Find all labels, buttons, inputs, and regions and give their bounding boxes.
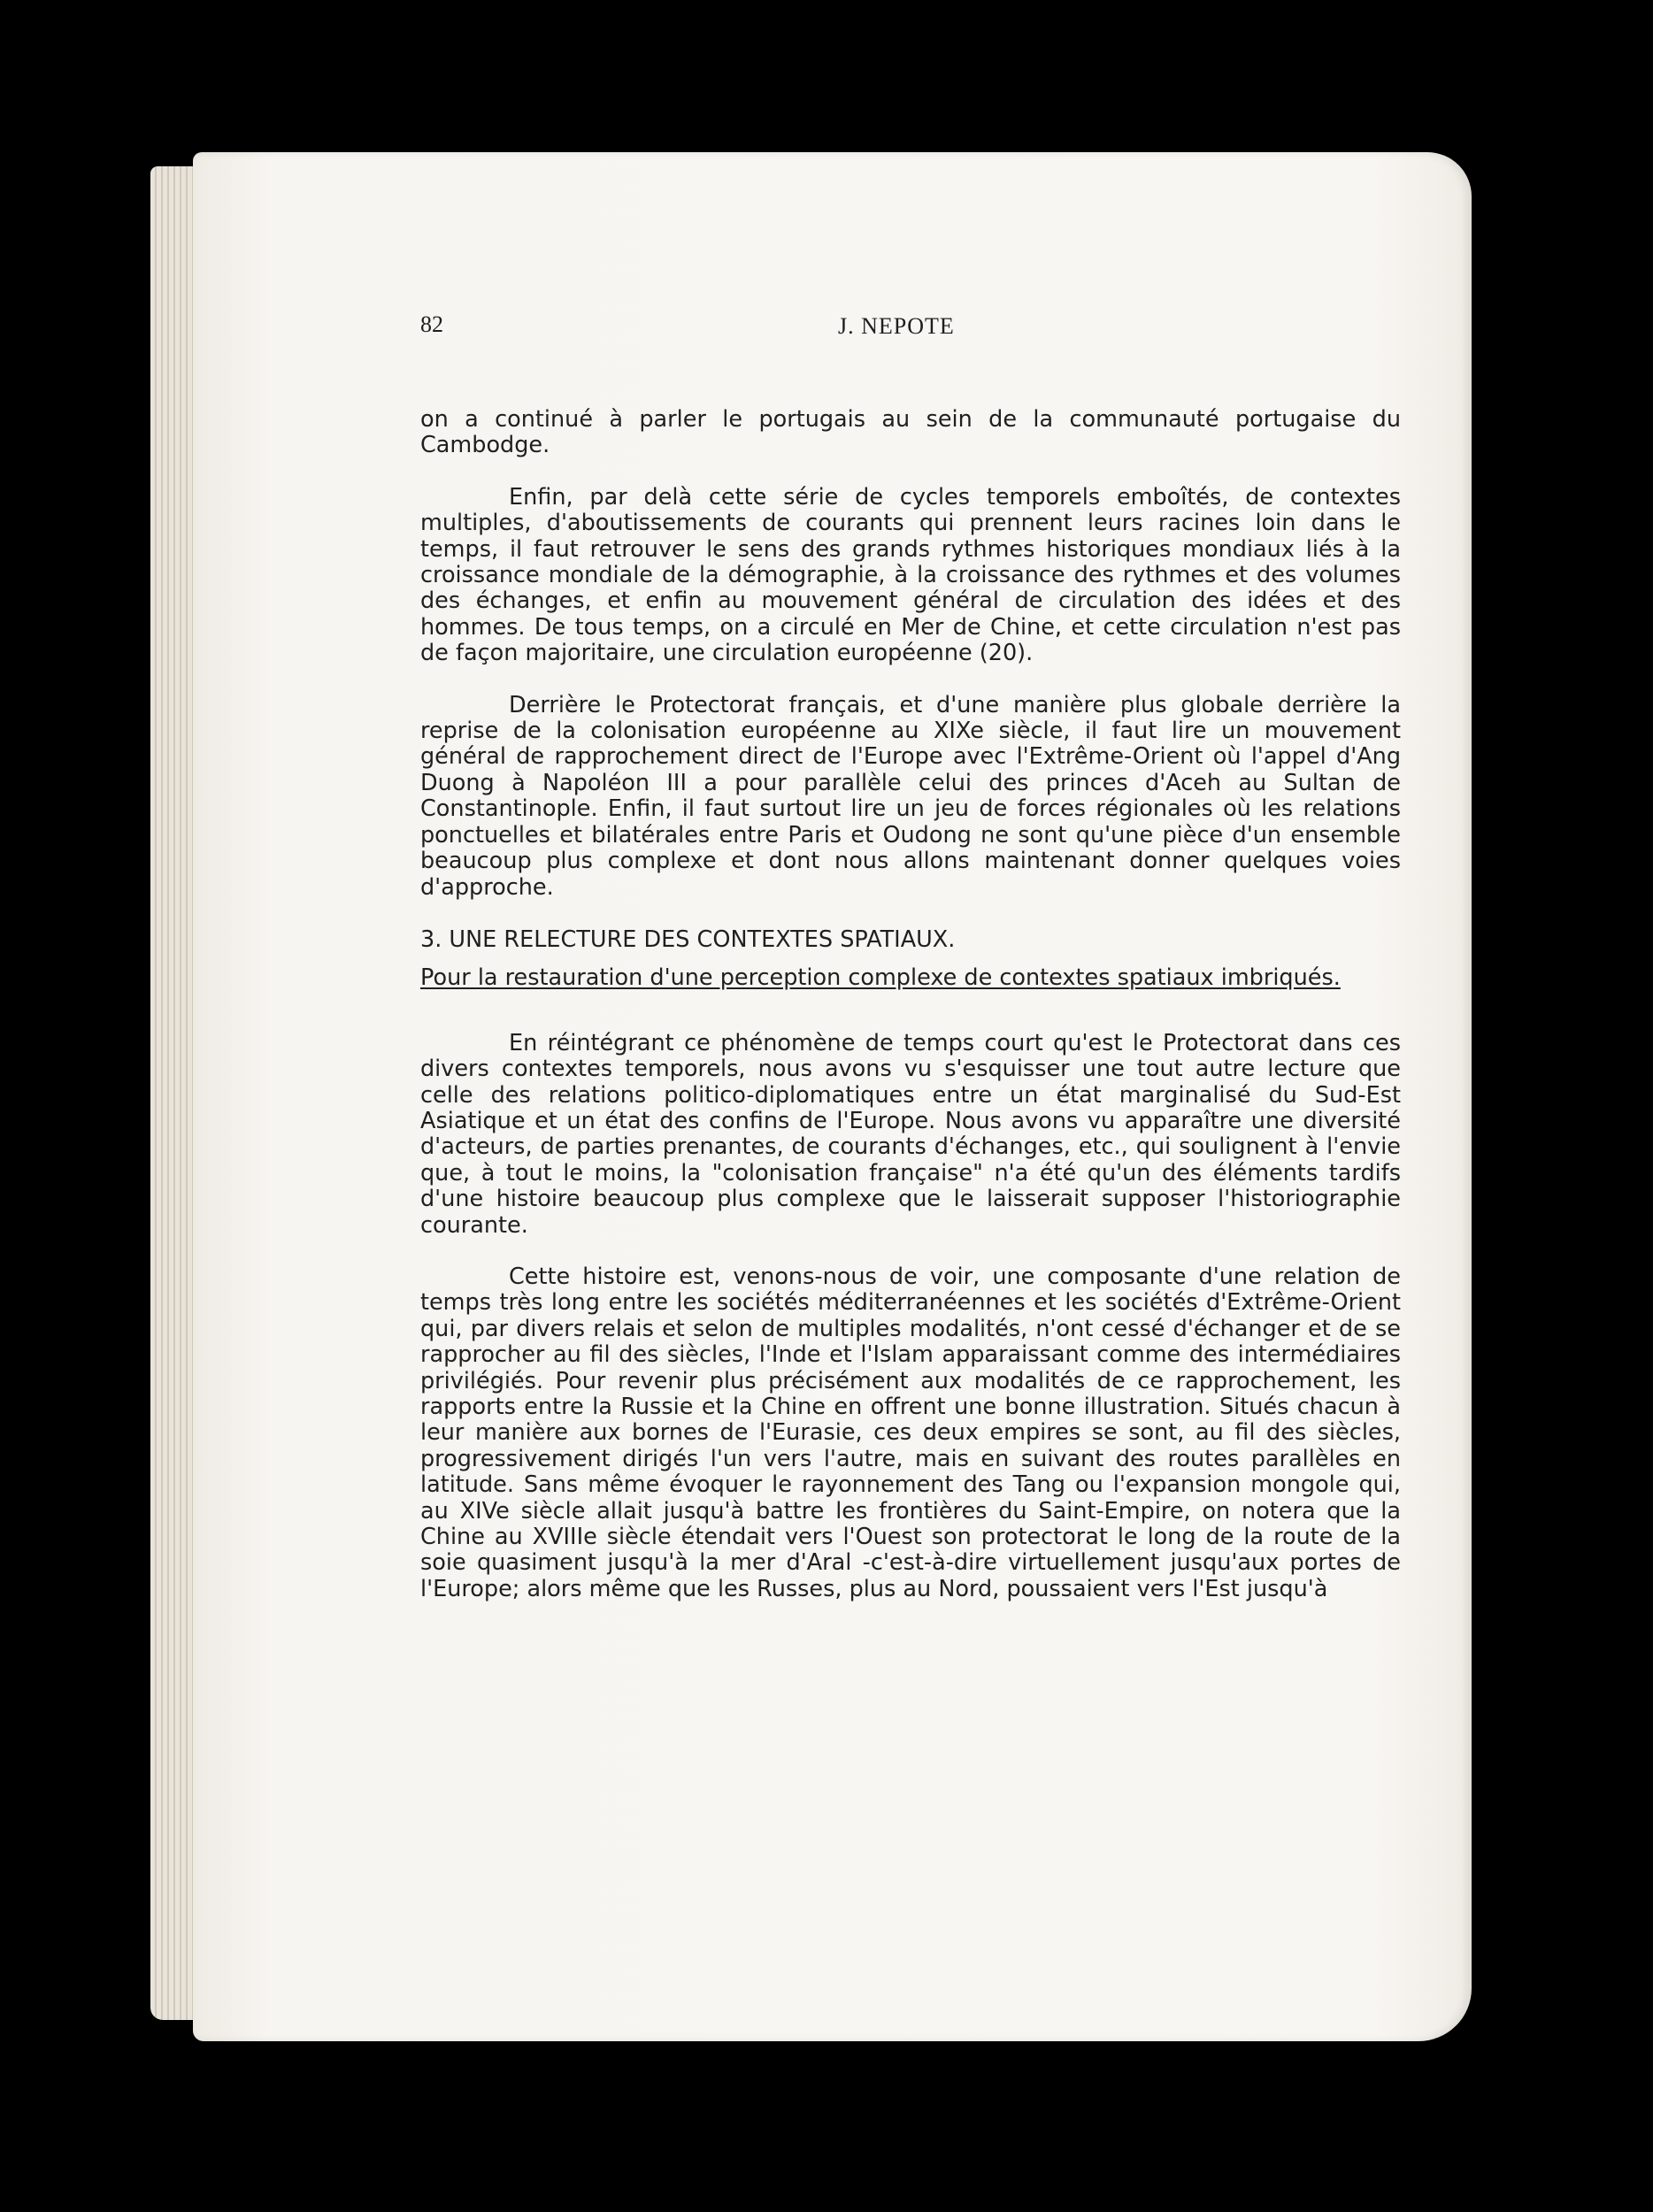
paragraph: En réintégrant ce phénomène de temps court qu'est le Protectorat dans ces divers contextes temporels, nous avons vu s'esquisser une tout autre lecture que celle des relations politico-diplomatiques entre un état marginalisé du Sud-Est Asiatique et un état des confins de l'Europe. Nous avons vu apparaître une diversité d'acteurs, de parties prenantes, de courants d'échanges, etc., qui soulignent à l'envie que, à tout le moins, la "colonisation française" n'a été qu'un des éléments tardifs d'une histoire beaucoup plus complexe que le laisserait supposer l'historiographie courante.: [420, 1029, 1401, 1239]
paragraph: Derrière le Protectorat français, et d'une manière plus globale derrière la reprise de la colonisation européenne au XIXe siècle, il faut lire un mouvement général de rapprochement direct de l'Europe avec l'Extrême-Orient où l'appel d'Ang Duong à Napoléon III a pour parallèle celui des princes d'Aceh au Sultan de Constantinople. Enfin, il faut surtout lire un jeu de forces régionales où les relations ponctuelles et bilatérales entre Paris et Oudong ne sont qu'une pièce d'un ensemble beaucoup plus complexe et dont nous allons maintenant donner quelques voies d'approche.: [420, 691, 1401, 901]
running-head: [420, 311, 1401, 347]
subheading: Pour la restauration d'une perception complexe de contextes spatiaux imbriqués.: [420, 964, 1341, 992]
page-number: 82: [420, 311, 443, 337]
running-title: J. NEPOTE: [838, 313, 955, 339]
paragraph: Cette histoire est, venons-nous de voir, une composante d'une relation de temps très long entre les sociétés méditerranéennes et les sociétés d'Extrême-Orient qui, par divers relais et selon de multiples modalités, n'ont cessé d'échanger et de se rapprocher au fil des siècles, l'Inde et l'Islam apparaissant comme des intermédiaires privilégiés. Pour revenir plus précisément aux modalités de ce rapprochement, les rapports entre la Russie et la Chine en offrent une bonne illustration. Situés chacun à leur manière aux bornes de l'Eurasie, ces deux empires se sont, au fil des siècles, progressivement dirigés l'un vers l'autre, mais en suivant des routes parallèles en latitude. Sans même évoquer le rayonnement des Tang ou l'expansion mongole qui, au XIVe siècle allait jusqu'à battre les frontières du Saint-Empire, on notera que la Chine au XVIIIe siècle étendait vers l'Ouest son protectorat le long de la route de la soie quasiment jusqu'à la mer d'Aral -c'est-à-dire virtuellement jusqu'aux portes de l'Europe; alors même que les Russes, plus au Nord, poussaient vers l'Est jusqu'à: [420, 1263, 1401, 1602]
paragraph: Enfin, par delà cette série de cycles temporels emboîtés, de contextes multiples, d'aboutissements de courants qui prennent leurs racines loin dans le temps, il faut retrouver le sens des grands rythmes historiques mondiaux liés à la croissance mondiale de la démographie, à la croissance des rythmes et des volumes des échanges, et enfin au mouvement général de circulation des idées et des hommes. De tous temps, on a circulé en Mer de Chine, et cette circulation n'est pas de façon majoritaire, une circulation européenne (20).: [420, 483, 1401, 667]
body-text: [420, 407, 1401, 1602]
paragraph: on a continué à parler le portugais au sein de la communauté portugaise du Cambodge.: [420, 406, 1401, 459]
section-heading: 3. UNE RELECTURE DES CONTEXTES SPATIAUX.: [420, 926, 956, 953]
